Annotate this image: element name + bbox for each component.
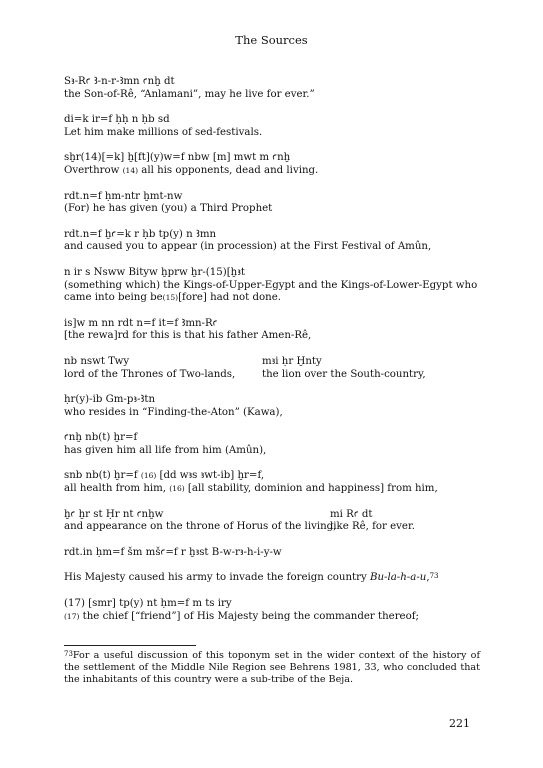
transliteration-line: Sꜣ-Rꜥ Ꜣ-n-r-Ꜣmn ꜥnḫ dt bbox=[64, 76, 175, 87]
transliteration-row bbox=[64, 509, 484, 522]
text-body bbox=[64, 76, 484, 636]
translation-line: (something which) the Kings-of-Upper-Egypt and the Kings-of-Lower-Egypt who bbox=[64, 279, 478, 291]
passage-8 bbox=[64, 356, 484, 381]
translation-line bbox=[64, 572, 484, 585]
translation-line bbox=[64, 611, 484, 624]
passage-4 bbox=[64, 191, 484, 216]
translation-right: like Rê, for ever. bbox=[330, 521, 415, 533]
translation-left: lord of the Thrones of Two-lands, bbox=[64, 368, 236, 380]
translation-line: who resides in “Finding-the-Aton” (Kawa), bbox=[64, 406, 283, 418]
passage-7 bbox=[64, 318, 484, 343]
running-header: The Sources bbox=[235, 33, 308, 47]
passage-13 bbox=[64, 547, 484, 560]
line-number: (14) bbox=[122, 165, 139, 175]
translation-line: [the rewa]rd for this is that his father Amen-Rê, bbox=[64, 330, 312, 342]
translation-text: all his opponents, dead and living. bbox=[138, 164, 319, 176]
transliteration-line: sḫr(14)[=k] ḫ[ft](y)w=f nbw [m] mwt m ꜥnḫ bbox=[64, 152, 291, 164]
translation-line: the Son-of-Rê, “Anlamani”, may he live for ever.” bbox=[64, 88, 315, 100]
transliteration-text: [dd wꜣs ꜣwt-ib] ḫr=f, bbox=[156, 470, 265, 482]
passage-1 bbox=[64, 76, 484, 101]
passage-11 bbox=[64, 470, 484, 495]
transliteration-line: rdt.n=f ḫꜥ=k r ḥb tp(y) n Ꜣmn bbox=[64, 228, 217, 240]
transliteration-right: mi Rꜥ dt bbox=[330, 508, 373, 520]
passage-5 bbox=[64, 229, 484, 254]
translation-right: the lion over the South-country, bbox=[262, 368, 426, 380]
translation-text: all health from him, bbox=[64, 483, 170, 495]
transliteration-line bbox=[64, 470, 484, 483]
translation-line bbox=[64, 165, 484, 178]
passage-2 bbox=[64, 114, 484, 139]
footnote bbox=[64, 650, 480, 687]
translation-row bbox=[64, 369, 484, 382]
transliteration-text: snb nb(t) ḫr=f bbox=[64, 470, 141, 482]
translation-text: Overthrow bbox=[64, 164, 123, 176]
line-number: (17) bbox=[64, 611, 80, 621]
translation-line: (For) he has given (you) a Third Prophet bbox=[64, 203, 273, 215]
translation-line bbox=[64, 483, 484, 496]
footnote-number: 73 bbox=[64, 650, 73, 658]
passage-3 bbox=[64, 152, 484, 177]
translation-line bbox=[64, 292, 484, 305]
passage-10 bbox=[64, 432, 484, 457]
passage-9 bbox=[64, 394, 484, 419]
passage-15 bbox=[64, 598, 484, 623]
translation-left: and appearance on the throne of Horus of the living, bbox=[64, 521, 337, 533]
page-number: 221 bbox=[449, 717, 470, 730]
translation-text: His Majesty caused his army to invade the foreign country bbox=[64, 572, 370, 584]
line-number: (16) bbox=[169, 484, 185, 494]
transliteration-line: ḥr(y)-ib Gm-pꜣ-Ꜣtn bbox=[64, 394, 156, 406]
footnote-reference[interactable]: 73 bbox=[429, 572, 439, 581]
toponym: Bu-la-h-a-u bbox=[369, 572, 427, 584]
transliteration-line: (17) [smr] tp(y) nt ḥm=f m ts iry bbox=[64, 598, 232, 610]
footnote-text: For a useful discussion of this toponym set in the wider context of the history of the settlement of the Middle Nile Region see Behrens 1981, 33, who concluded that the inhabitants of this country were a sub-tribe of the Beja. bbox=[64, 650, 480, 686]
passage-12 bbox=[64, 509, 484, 534]
translation-line: and caused you to appear (in procession) at the First Festival of Amûn, bbox=[64, 241, 432, 253]
line-number: (15) bbox=[162, 293, 179, 303]
passage-6 bbox=[64, 267, 484, 305]
translation-text: the chief [“friend”] of His Majesty being the commander thereof; bbox=[79, 610, 419, 622]
translation-text: , bbox=[426, 572, 430, 584]
translation-row bbox=[64, 521, 484, 534]
footnote-divider bbox=[64, 645, 196, 646]
transliteration-line: n ir s Nsww Bityw ḫprw ḫr-(15)[ḫꜣt bbox=[64, 266, 245, 278]
translation-text: [all stability, dominion and happiness] from him, bbox=[184, 483, 438, 495]
transliteration-left: nb nswt Twy bbox=[64, 355, 130, 367]
translation-text: [fore] had not done. bbox=[178, 292, 281, 304]
transliteration-line: ꜥnḫ nb(t) ḫr=f bbox=[64, 432, 138, 444]
transliteration-line: di=k ir=f ḥḥ n ḥb sd bbox=[64, 114, 170, 126]
transliteration-line: rdt.in ḥm=f šm mšꜥ=f r ḫꜣst B-w-rꜣ-h-i-y-w bbox=[64, 546, 282, 558]
transliteration-row bbox=[64, 356, 484, 369]
translation-line: has given him all life from him (Amûn), bbox=[64, 444, 267, 456]
translation-line: Let him make millions of sed-festivals. bbox=[64, 126, 263, 138]
transliteration-left: ḫꜥ ḫr st Ḥr nt ꜥnḫw bbox=[64, 508, 164, 520]
passage-14 bbox=[64, 572, 484, 585]
line-number: (16) bbox=[140, 471, 157, 481]
translation-text: came into being be bbox=[64, 292, 163, 304]
transliteration-line: is]w m nn rdt n=f it=f Ꜣmn-Rꜥ bbox=[64, 317, 218, 329]
transliteration-right: mꜣi ḥr Ḫnty bbox=[262, 355, 322, 367]
transliteration-line: rdt.n=f ḥm-ntr ḫmt-nw bbox=[64, 190, 183, 202]
